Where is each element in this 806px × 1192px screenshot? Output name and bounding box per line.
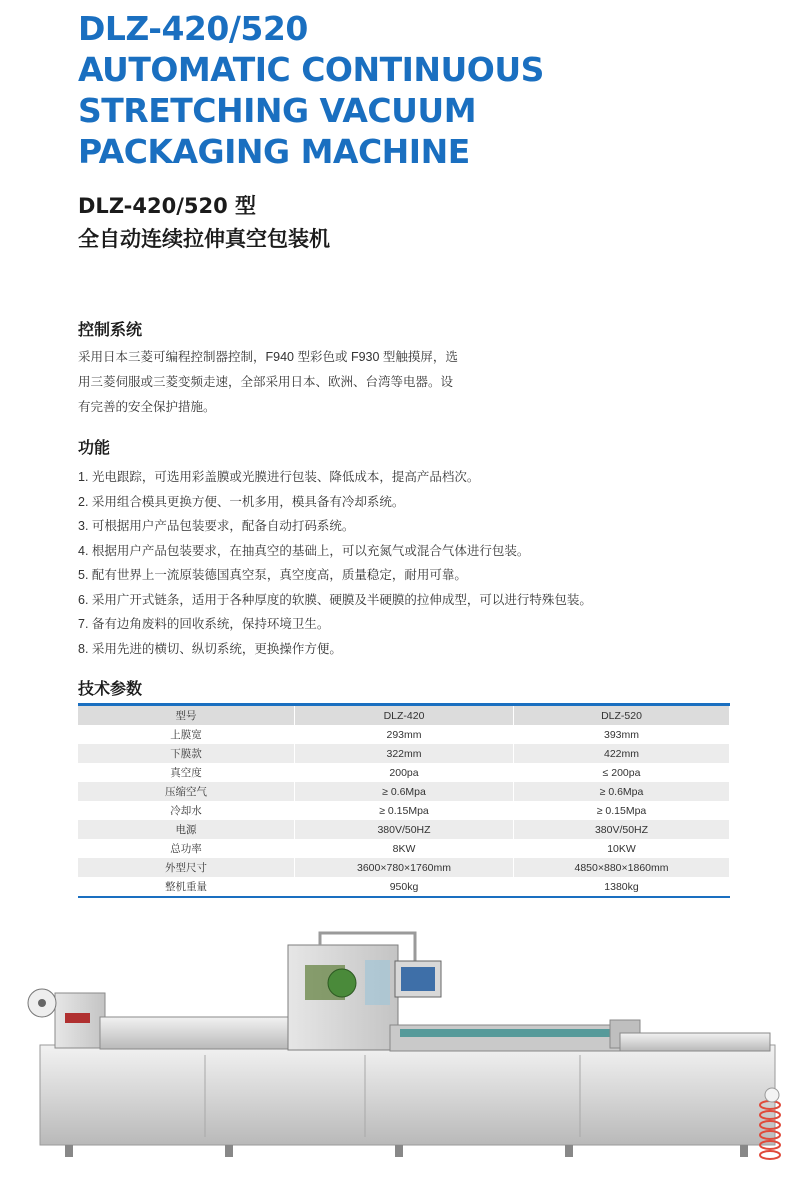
conveyor [390, 1025, 620, 1051]
table-row [78, 858, 730, 877]
table-cell: 整机重量 [78, 877, 295, 897]
list-item: 5. 配有世界上一流原装德国真空泵，真空度高，质量稳定，耐用可靠。 [78, 568, 467, 582]
machine-base [40, 1045, 775, 1145]
table-cell: 电源 [78, 820, 295, 839]
list-item: 6. 采用广开式链条，适用于各种厚度的软膜、硬膜及半硬膜的拉伸成型，可以进行特殊包装。 [78, 592, 592, 607]
table-row [78, 725, 730, 744]
table-cell: 8KW [295, 839, 514, 858]
table-cell: 下膜款 [78, 744, 295, 763]
table-cell: 422mm [514, 744, 730, 763]
table-cell: 压缩空气 [78, 782, 295, 801]
control-system-heading: 控制系统 [78, 320, 143, 339]
functions-list [78, 465, 592, 661]
spec-table [78, 703, 730, 898]
table-cell: 1380kg [514, 877, 730, 897]
table-header-row [78, 705, 730, 726]
table-cell: 外型尺寸 [78, 858, 295, 877]
title-en-line: PACKAGING MACHINE [78, 132, 470, 171]
packaging-machine-illustration [20, 925, 790, 1175]
list-item: 7. 备有边角废料的回收系统，保持环境卫生。 [78, 617, 330, 631]
table-row [78, 877, 730, 897]
table-cell: 393mm [514, 725, 730, 744]
table-cell: 200pa [295, 763, 514, 782]
forming-station [100, 1017, 290, 1049]
table-cell: 冷却水 [78, 801, 295, 820]
table-row [78, 839, 730, 858]
table-row [78, 744, 730, 763]
table-cell: 上膜宽 [78, 725, 295, 744]
list-item: 1. 光电跟踪，可选用彩盖膜或光膜进行包装、降低成本，提高产品档次。 [78, 470, 480, 484]
list-item: 4. 根据用户产品包装要求，在抽真空的基础上，可以充氮气或混合气体进行包装。 [78, 543, 530, 558]
text-line: 用三菱伺服或三菱变频走速，全部采用日本、欧洲、台湾等电器。设 [78, 375, 454, 389]
title-english [78, 8, 544, 172]
table-cell: 3600×780×1760mm [295, 858, 514, 877]
table-cell: ≥ 0.6Mpa [514, 782, 730, 801]
column-header: DLZ-420 [295, 705, 514, 726]
table-cell: 10KW [514, 839, 730, 858]
functions-heading: 功能 [78, 438, 111, 457]
control-system-text [78, 345, 498, 420]
table-cell: 380V/50HZ [295, 820, 514, 839]
list-item: 8. 采用先进的横切、纵切系统，更换操作方便。 [78, 641, 342, 656]
title-en-line: STRETCHING VACUUM [78, 91, 477, 130]
table-row [78, 763, 730, 782]
table-cell: ≥ 0.6Mpa [295, 782, 514, 801]
table-cell: ≥ 0.15Mpa [295, 801, 514, 820]
title-cn-name: 全自动连续拉伸真空包装机 [78, 227, 330, 251]
specs-heading: 技术参数 [78, 679, 143, 698]
column-header: 型号 [78, 705, 295, 726]
table-cell: 322mm [295, 744, 514, 763]
column-header: DLZ-520 [514, 705, 730, 726]
table-cell: 380V/50HZ [514, 820, 730, 839]
table-cell: 950kg [295, 877, 514, 897]
title-en-line: AUTOMATIC CONTINUOUS [78, 50, 544, 89]
table-cell: 293mm [295, 725, 514, 744]
text-line: 采用日本三菱可编程控制器控制，F940 型彩色或 F930 型触摸屏，选 [78, 350, 458, 364]
table-cell: 真空度 [78, 763, 295, 782]
table-cell: ≥ 0.15Mpa [514, 801, 730, 820]
list-item: 3. 可根据用户产品包装要求，配备自动打码系统。 [78, 519, 355, 533]
table-cell: 4850×880×1860mm [514, 858, 730, 877]
cutting-unit [620, 1033, 770, 1051]
table-row [78, 820, 730, 839]
table-row [78, 782, 730, 801]
table-row [78, 801, 730, 820]
list-item: 2. 采用组合模具更换方便、一机多用，模具备有冷却系统。 [78, 494, 405, 509]
text-line: 有完善的安全保护措施。 [78, 400, 216, 414]
table-cell: ≤ 200pa [514, 763, 730, 782]
title-en-line: DLZ-420/520 [78, 9, 308, 48]
title-cn-model: DLZ-420/520 型 [78, 194, 257, 218]
table-cell: 总功率 [78, 839, 295, 858]
